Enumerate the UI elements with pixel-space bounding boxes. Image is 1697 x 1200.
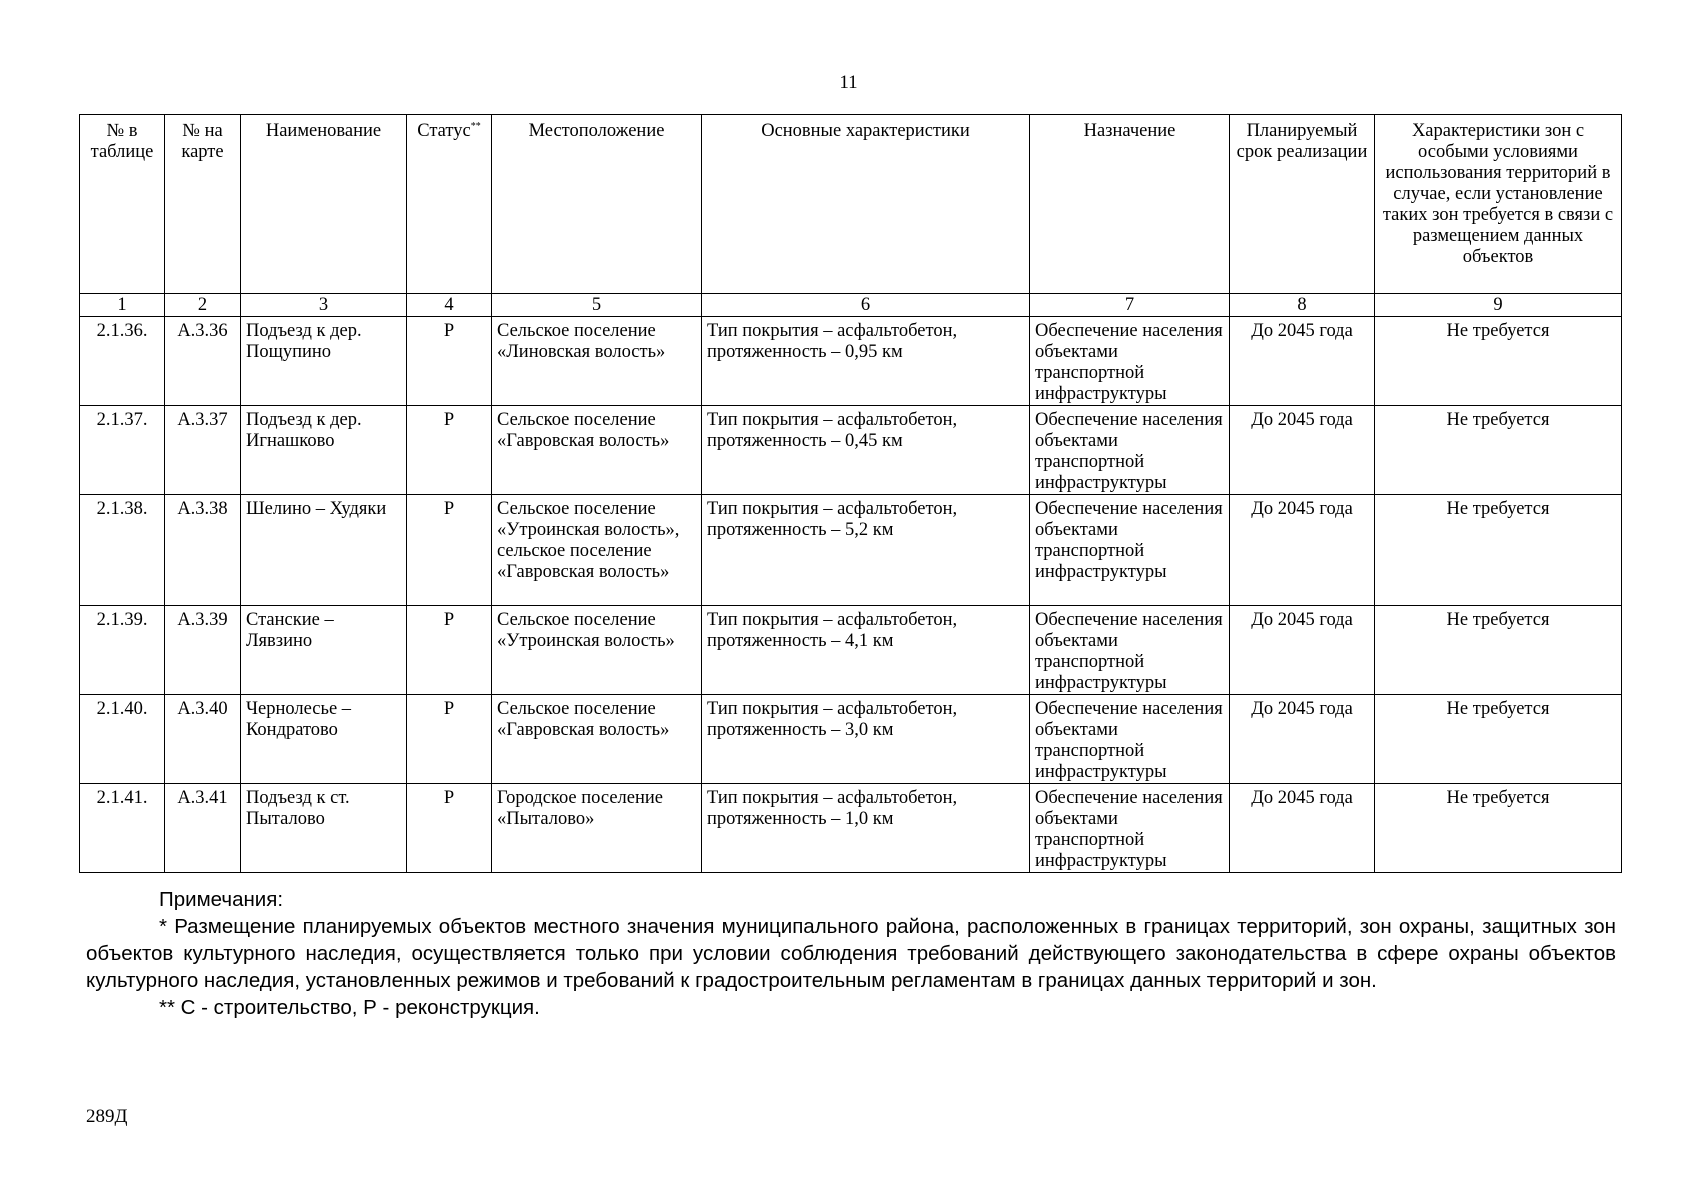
table-row: [80, 784, 1622, 873]
note-item: * Размещение планируемых объектов местного значения муниципального района, расположенных в границах территорий, зон охраны, защитных зон объектов культурного наследия, осуществляется только при условии соблюдения требований действующего законодательства в сфере охраны объектов культурного наследия, установленных режимов и требований к градостроительным регламентам в границах данных территорий и зон.: [86, 915, 1616, 992]
cell-table-number: 2.1.36.: [80, 317, 165, 406]
cell-status: Р: [407, 317, 492, 406]
cell-zones: Не требуется: [1375, 406, 1622, 495]
table-row: [80, 406, 1622, 495]
cell-location: Городское поселение «Пыталово»: [492, 784, 702, 873]
cell-status: Р: [407, 784, 492, 873]
table-header-row: [80, 115, 1622, 294]
cell-characteristics: Тип покрытия – асфальтобетон, протяженность – 0,45 км: [702, 406, 1030, 495]
cell-location: Сельское поселение «Линовская волость»: [492, 317, 702, 406]
cell-purpose: Обеспечение населения объектами транспортной инфраструктуры: [1030, 317, 1230, 406]
cell-characteristics: Тип покрытия – асфальтобетон, протяженность – 4,1 км: [702, 606, 1030, 695]
cell-location: Сельское поселение «Утроинская волость»: [492, 606, 702, 695]
cell-characteristics: Тип покрытия – асфальтобетон, протяженность – 5,2 км: [702, 495, 1030, 606]
notes-section: [86, 886, 1616, 1021]
cell-name: Станские – Лявзино: [241, 606, 407, 695]
header-status: [407, 115, 492, 294]
column-number: 6: [702, 294, 1030, 317]
column-numbers-row: [80, 294, 1622, 317]
cell-zones: Не требуется: [1375, 317, 1622, 406]
header-status-label: Статус: [417, 121, 471, 141]
cell-location: Сельское поселение «Гавровская волость»: [492, 406, 702, 495]
column-number: 1: [80, 294, 165, 317]
cell-name: Подъезд к дер. Игнашково: [241, 406, 407, 495]
cell-term: До 2045 года: [1230, 406, 1375, 495]
cell-status: Р: [407, 695, 492, 784]
table-row: [80, 317, 1622, 406]
cell-purpose: Обеспечение населения объектами транспортной инфраструктуры: [1030, 695, 1230, 784]
document-code: 289Д: [86, 1106, 128, 1127]
cell-term: До 2045 года: [1230, 495, 1375, 606]
column-number: 3: [241, 294, 407, 317]
column-number: 5: [492, 294, 702, 317]
planned-objects-table: [79, 114, 1622, 873]
cell-name: Подъезд к ст. Пыталово: [241, 784, 407, 873]
cell-status: Р: [407, 495, 492, 606]
cell-map-number: А.3.39: [165, 606, 241, 695]
cell-zones: Не требуется: [1375, 606, 1622, 695]
header-purpose: Назначение: [1030, 115, 1230, 294]
cell-map-number: А.3.37: [165, 406, 241, 495]
column-number: 2: [165, 294, 241, 317]
note-item: ** С - строительство, Р - реконструкция.: [159, 996, 540, 1019]
cell-name: Шелино – Худяки: [241, 495, 407, 606]
cell-term: До 2045 года: [1230, 606, 1375, 695]
header-characteristics: Основные характеристики: [702, 115, 1030, 294]
status-footnote-mark: **: [470, 120, 481, 132]
cell-characteristics: Тип покрытия – асфальтобетон, протяженность – 0,95 км: [702, 317, 1030, 406]
column-number: 9: [1375, 294, 1622, 317]
header-term: Планируемый срок реализации: [1230, 115, 1375, 294]
cell-purpose: Обеспечение населения объектами транспортной инфраструктуры: [1030, 784, 1230, 873]
table-row: [80, 695, 1622, 784]
cell-term: До 2045 года: [1230, 695, 1375, 784]
cell-status: Р: [407, 606, 492, 695]
cell-purpose: Обеспечение населения объектами транспортной инфраструктуры: [1030, 495, 1230, 606]
cell-zones: Не требуется: [1375, 495, 1622, 606]
table-row: [80, 495, 1622, 606]
cell-purpose: Обеспечение населения объектами транспортной инфраструктуры: [1030, 606, 1230, 695]
cell-location: Сельское поселение «Гавровская волость»: [492, 695, 702, 784]
header-zones: Характеристики зон с особыми условиями использования территорий в случае, если установление таких зон требуется в связи с размещением данных объектов: [1375, 115, 1622, 294]
cell-zones: Не требуется: [1375, 695, 1622, 784]
cell-table-number: 2.1.39.: [80, 606, 165, 695]
table-row: [80, 606, 1622, 695]
header-location: Местоположение: [492, 115, 702, 294]
cell-map-number: А.3.41: [165, 784, 241, 873]
page-number: 11: [839, 72, 858, 93]
cell-table-number: 2.1.41.: [80, 784, 165, 873]
cell-location: Сельское поселение «Утроинская волость», сельское поселение «Гавровская волость»: [492, 495, 702, 606]
column-number: 7: [1030, 294, 1230, 317]
cell-name: Подъезд к дер. Пощупино: [241, 317, 407, 406]
column-number: 4: [407, 294, 492, 317]
cell-purpose: Обеспечение населения объектами транспортной инфраструктуры: [1030, 406, 1230, 495]
header-name: Наименование: [241, 115, 407, 294]
cell-map-number: А.3.38: [165, 495, 241, 606]
cell-table-number: 2.1.40.: [80, 695, 165, 784]
header-table-number: № в таблице: [80, 115, 165, 294]
cell-zones: Не требуется: [1375, 784, 1622, 873]
notes-title: Примечания:: [159, 888, 284, 911]
cell-status: Р: [407, 406, 492, 495]
cell-characteristics: Тип покрытия – асфальтобетон, протяженность – 3,0 км: [702, 695, 1030, 784]
cell-map-number: А.3.40: [165, 695, 241, 784]
cell-table-number: 2.1.38.: [80, 495, 165, 606]
cell-table-number: 2.1.37.: [80, 406, 165, 495]
cell-characteristics: Тип покрытия – асфальтобетон, протяженность – 1,0 км: [702, 784, 1030, 873]
cell-name: Чернолесье – Кондратово: [241, 695, 407, 784]
cell-term: До 2045 года: [1230, 317, 1375, 406]
cell-map-number: А.3.36: [165, 317, 241, 406]
cell-term: До 2045 года: [1230, 784, 1375, 873]
header-map-number: № на карте: [165, 115, 241, 294]
column-number: 8: [1230, 294, 1375, 317]
